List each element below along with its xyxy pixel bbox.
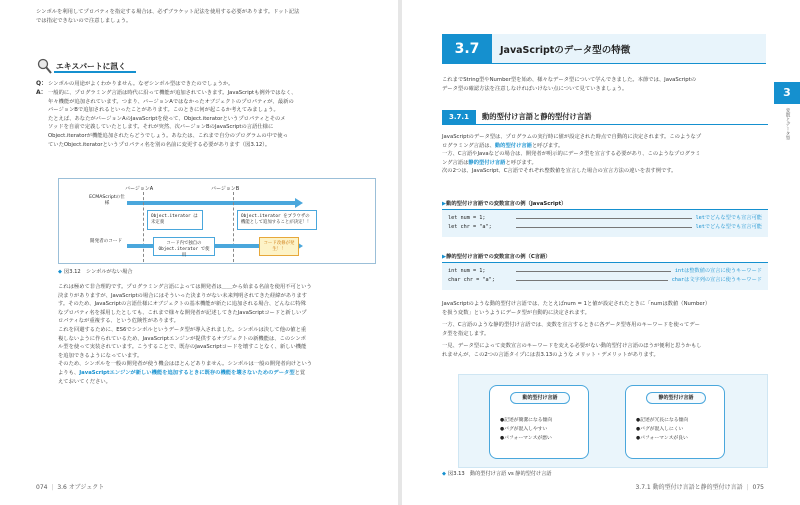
- code-line: let chr = "a"; letでどんな型でも宣言可能: [448, 224, 762, 230]
- box-undefined: Object.iterator は未定義: [147, 210, 203, 230]
- code-title-marker-icon: ▶: [442, 201, 447, 207]
- chapter-side-tab: [774, 82, 800, 104]
- left-footer: 074 | 3.6 オブジェクト: [36, 484, 105, 491]
- section-number-badge: 3.7: [442, 34, 492, 64]
- subsection-heading: [442, 109, 768, 125]
- version-b-dash: [233, 192, 234, 262]
- dynamic-typing-card: [489, 385, 589, 459]
- term-dynamic: 動的型付け言語: [494, 142, 532, 149]
- figure-3-12-caption: ◆ 図3.12 シンボルがない場合: [58, 268, 133, 275]
- subsection-number-badge: 3.7.1: [442, 110, 476, 124]
- a-label: A：: [36, 89, 47, 96]
- section-title: JavaScriptのデータ型の特徴: [500, 45, 631, 56]
- chapter-tab-text: 変数とデータ型: [785, 108, 790, 141]
- q-label: Q：: [36, 80, 48, 87]
- static-merit-item: ●記述が冗長になる傾向: [636, 418, 689, 423]
- emphasis-text: JavaScriptエンジンが新しい機能を追加するときに既存の機能を壊さないためのデータ型: [79, 369, 295, 376]
- intro-text: シンボルを利用してプロパティを指定する場合は、必ずブラケット記法を使用する必要があります。ドット記法 では指定できないので注意しましょう。: [36, 9, 300, 24]
- expert-title: エキスパートに訊く: [56, 62, 127, 71]
- answer: A： 一般的に、プログラミング言語は時代に沿って機能が追加されていきます。JavaScriptも例外ではなく、 年々機能が追加されています。つまり、バージョンAではなかったオブジェクトのプロパティが、最新の バージョンBで追加されるといったことがあります。このときに何が起こるか考えてみましょう。 たとえば、あなたがバージョンAのJavaScriptを使って、Object.iteratorというプロパティとそのメ ソッドを自前で定義していたとします。それが突然、次バージョンBのJavaScriptの言語仕様に Object.iteratorが機能追加されたらどうでしょう。あなたは、これまで自分のプログラムの中で使っ ていたObject.iteratorというプロパティ名を別の名前に変更する必要があります（図3.12）。: [36, 89, 297, 148]
- page-number-left: 074: [36, 484, 48, 491]
- version-a-dash: [143, 192, 144, 262]
- right-page: [402, 0, 800, 505]
- figure-3-12: [58, 178, 376, 264]
- code-title-marker-icon: ▶: [442, 254, 447, 260]
- version-b-label: バージョンB: [211, 186, 240, 192]
- code-example-c-title: ▶静的型付け言語での変数宣言の例（C言語）: [442, 254, 551, 260]
- expert-title-underline: [54, 71, 136, 73]
- dynamic-typing-title: 動的型付け言語: [510, 392, 570, 404]
- expert-heading: [36, 58, 376, 74]
- right-footer: 3.7.1 動的型付け言語と静的型付け言語 | 075: [635, 484, 764, 491]
- code-example-js: [442, 209, 768, 237]
- static-merit-item: ●パフォーマンスが良い: [636, 436, 688, 441]
- left-page: [0, 0, 398, 505]
- term-static: 静的型付け言語: [468, 159, 506, 166]
- figure-3-13: [458, 374, 768, 468]
- caption-marker-icon: ◆: [58, 268, 62, 275]
- dynamic-merit-item: ●バグが混入しやすい: [500, 427, 548, 432]
- q-text: シンボルの用途がよくわかりません。なぜシンボル型はできたのでしょうか。: [48, 81, 234, 87]
- subsection-title: 動的型付け言語と静的型付け言語: [482, 112, 592, 121]
- body-text: これは極めて非合理的です。プログラミング言語によっては開発者は＿＿から始まる名前を使用不可という 決まりがありますが、JavaScriptの場合にはそういった決まりがない未来判明されてきた経緯があります す。そのため、JavaScriptの言語仕様にオブジェクトの基本機能が新たに追加される場合、どんなに特殊 なプロパティ名を採用したとしても、これまで様々な開発者が記述してきたJavaScriptコードと新しいプ ロパティなが重複する、という危険性があります。 これを回避するために、ES6でシンボルというデータ型が導入されました。シンボルは決して他の値と重 複しないように作られているため、JavaScriptエンジンが提供するオブジェクトの新機能は、このシンボ ル型を使って実装されています。こうすることで、既存のJavaScriptコードを壊すことなく、新しい機能 を追加できるようになっています。 そのため、シンボルを一般の開発者が使う機会はほとんどありません。シンボルは一般の開発者向けという よりも、JavaScriptエンジンが新しい機能を追加するときに既存の機能を壊さないためのデータ型と覚 えておいてください。: [58, 284, 313, 385]
- box-added: Object.iterator をブラウザの機能として追加することが決定！！: [237, 210, 317, 230]
- box-own-code: コード内で独自の Object.iterator で使用: [153, 237, 215, 256]
- code-comment: letでどんな型でも宣言可能: [695, 215, 762, 221]
- caption-marker-icon: ◆: [442, 470, 446, 477]
- chapter-tab-number: 3: [783, 86, 791, 99]
- timeline-arrow-top-head: [295, 198, 303, 208]
- footer-section-left: 3.6 オブジェクト: [57, 484, 105, 491]
- figure-3-13-caption: ◆ 図3.13 動的型付け言語 vs 静的型付け言語: [442, 470, 552, 477]
- static-merit-item: ●バグが混入しにくい: [636, 427, 684, 432]
- dynamic-merit-item: ●記述が簡潔になる傾向: [500, 418, 553, 423]
- footer-section-right: 3.7.1 動的型付け言語と静的型付け言語: [635, 484, 743, 491]
- static-typing-title: 静的型付け言語: [646, 392, 706, 404]
- question: [36, 80, 381, 89]
- code-leader-line: [516, 271, 671, 272]
- ecma-label: ECMAScriptの仕様: [89, 195, 125, 206]
- dynamic-merit-item: ●パフォーマンスが悪い: [500, 436, 552, 441]
- code-example-c: [442, 262, 768, 290]
- version-a-label: バージョンA: [125, 186, 154, 192]
- code-line: char chr = "a"; charは文字列の宣言に使うキーワード: [448, 277, 762, 283]
- code-comment: intは整数値の宣言に使うキーワード: [674, 268, 762, 274]
- code-comment: letでどんな型でも宣言可能: [695, 224, 762, 230]
- section-heading: [442, 34, 766, 64]
- code-leader-line: [516, 280, 668, 281]
- para-explanation: JavaScriptのような動的型付け言語では、たとえばnum = 1と値が設定されたときに「numは数値（Number） を扱う変数」というようにデータ型が自動的に決定されます。 一方、C言語のような静的型付け言語では、変数を宣言するときに各データ型専用のキーワードを使ってデー タ型を指定します。 一見、データ型によって変数宣言のキーワードを変える必要がない動的型付け言語のほうが便利と思うかもし れませんが、この2つの言語タイプには表3.13のような メリット・デメリットがあります。: [442, 301, 711, 358]
- magnifier-icon: [36, 58, 52, 74]
- code-comment: charは文字列の宣言に使うキーワード: [671, 277, 762, 283]
- code-line: int num = 1; intは整数値の宣言に使うキーワード: [448, 268, 762, 274]
- box-fix: コード改修が発生！！: [259, 237, 299, 256]
- code-leader-line: [516, 227, 692, 228]
- para-dynamic: JavaScriptのデータ型は、プログラムの実行時に値が設定された時点で自動的に決定されます。このようなプ ログラミング言語は、動的型付け言語と呼びます。 一方、C言語やJavaなどの場合は、開発者が明示的にデータ型を宣言する必要があり、このようなプログラミ ング言語は静的型付け言語と呼びます。 次の2つは、JavaScript、C言語でそれぞれ整数値を宣言した場合の宣言方法の違いを表す例です。: [442, 134, 702, 175]
- dev-label: 開発者のコード: [89, 239, 123, 244]
- page-number-right: 075: [752, 484, 764, 491]
- code-example-js-title: ▶動的型付け言語での変数宣言の例（JavaScript）: [442, 201, 567, 207]
- timeline-arrow-top: [127, 201, 295, 205]
- right-intro: これまでString型やNumber型を始め、様々なデータ型について学んできました。本節では、JavaScriptの データ型の確認方法を注意しなければいけない点について見ていきましょう。: [442, 77, 697, 92]
- code-leader-line: [516, 218, 692, 219]
- static-typing-card: [625, 385, 725, 459]
- code-line: let num = 1; letでどんな型でも宣言可能: [448, 215, 762, 221]
